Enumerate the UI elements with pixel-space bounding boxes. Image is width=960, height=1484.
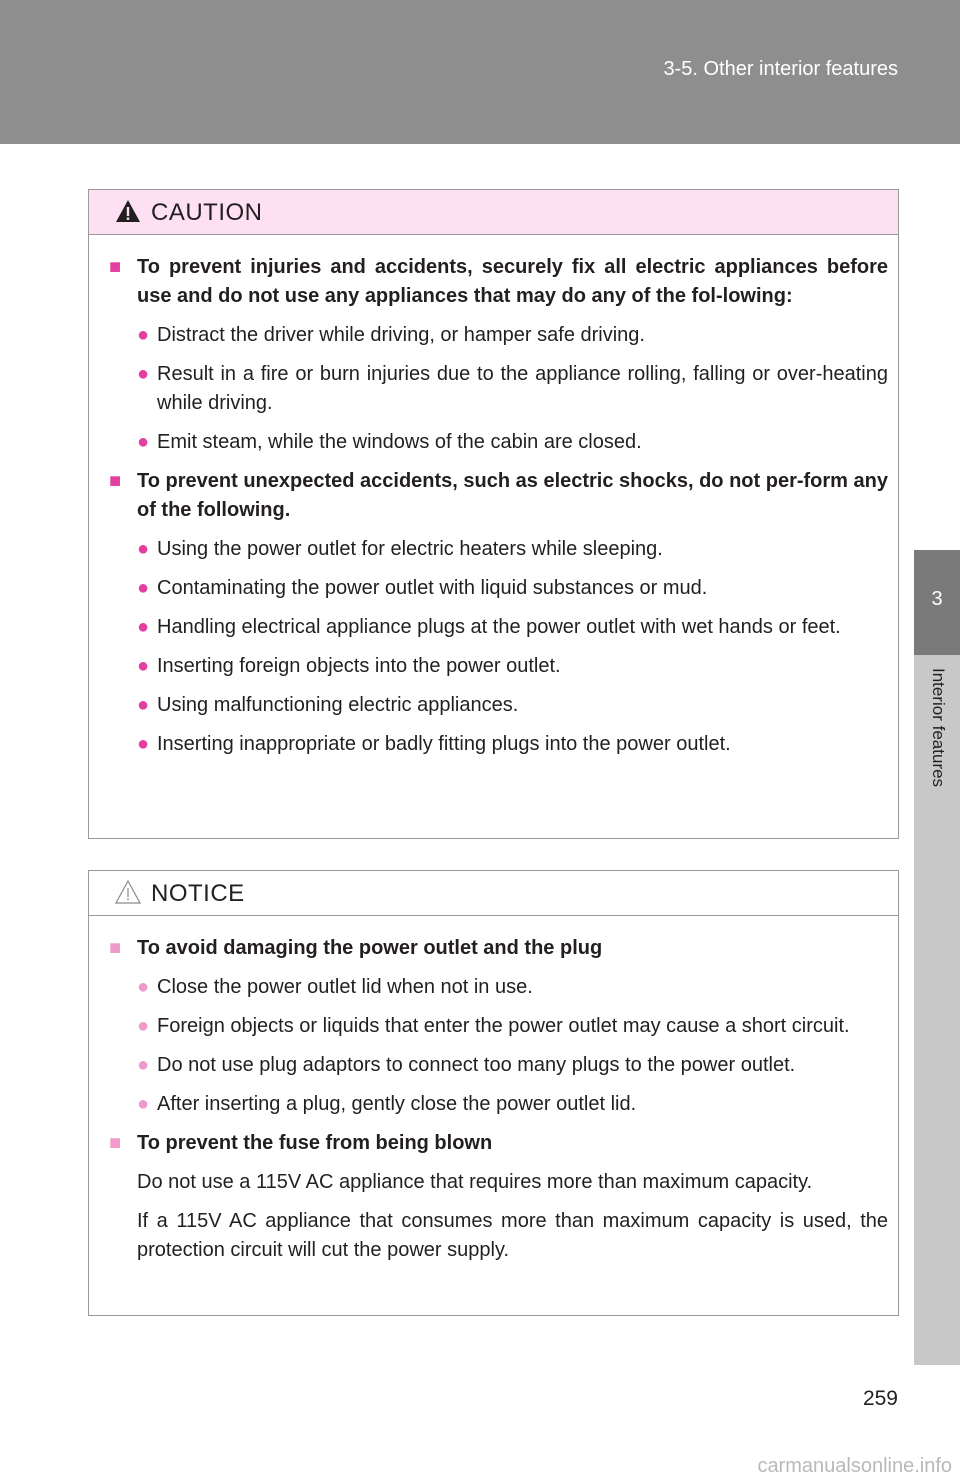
square-bullet-icon: ■ <box>109 937 122 959</box>
square-bullet-icon: ■ <box>109 256 122 278</box>
caution-bullet-text: Using the power outlet for electric heaters while sleeping. <box>157 538 663 560</box>
watermark: carmanualsonline.info <box>757 1455 952 1477</box>
notice-bullet-text: After inserting a plug, gently close the power outlet lid. <box>157 1093 637 1115</box>
chapter-tab <box>914 550 960 655</box>
notice-bullet-text: Close the power outlet lid when not in use. <box>157 976 533 998</box>
caution-heading <box>109 253 888 311</box>
notice-bullet-item <box>109 973 888 1002</box>
caution-bullet-text: Inserting foreign objects into the power outlet. <box>157 655 561 677</box>
notice-box <box>88 870 899 1316</box>
round-bullet-icon: ● <box>137 431 150 453</box>
caution-bullet-item <box>109 730 888 759</box>
round-bullet-icon: ● <box>137 976 150 998</box>
section-title: 3-5. Other interior features <box>663 58 898 80</box>
caution-bullet-item <box>109 613 888 642</box>
caution-header <box>89 190 898 235</box>
round-bullet-icon: ● <box>137 655 150 677</box>
notice-body <box>89 916 898 1265</box>
round-bullet-icon: ● <box>137 538 150 560</box>
caution-box <box>88 189 899 839</box>
round-bullet-icon: ● <box>137 1054 150 1076</box>
caution-bullet-text: Contaminating the power outlet with liquid substances or mud. <box>157 577 708 599</box>
notice-bullet-item <box>109 1090 888 1119</box>
notice-bullet-text: Foreign objects or liquids that enter the power outlet may cause a short circuit. <box>157 1015 850 1037</box>
round-bullet-icon: ● <box>137 694 150 716</box>
round-bullet-icon: ● <box>137 577 150 599</box>
notice-bullet-text: Do not use plug adaptors to connect too many plugs to the power outlet. <box>157 1054 796 1076</box>
caution-bullet-text: Using malfunctioning electric appliances. <box>157 694 519 716</box>
chapter-label: Interior features <box>929 668 948 788</box>
caution-heading-text: To prevent injuries and accidents, securely fix all electric appliances before use and do not use any appliances that may do any of the fol-lowing: <box>137 256 888 307</box>
round-bullet-icon: ● <box>137 616 150 638</box>
caution-bullet-item <box>109 535 888 564</box>
page-number: 259 <box>862 1387 898 1410</box>
chapter-number: 3 <box>931 588 943 610</box>
caution-bullet-item <box>109 360 888 418</box>
notice-heading-text: To prevent the fuse from being blown <box>137 1132 493 1154</box>
square-bullet-icon: ■ <box>109 1132 122 1154</box>
round-bullet-icon: ● <box>137 1015 150 1037</box>
square-bullet-icon: ■ <box>109 470 122 492</box>
notice-heading-text: To avoid damaging the power outlet and the plug <box>137 937 603 959</box>
notice-paragraph <box>109 1168 888 1197</box>
notice-paragraph <box>109 1207 888 1265</box>
caution-title: CAUTION <box>151 199 263 226</box>
caution-body <box>89 235 898 759</box>
notice-paragraph-text: Do not use a 115V AC appliance that requires more than maximum capacity. <box>137 1171 813 1193</box>
notice-bullet-item <box>109 1051 888 1080</box>
caution-bullet-item <box>109 574 888 603</box>
notice-title: NOTICE <box>151 880 245 907</box>
caution-bullet-item <box>109 321 888 350</box>
caution-bullet-text: Result in a fire or burn injuries due to the appliance rolling, falling or over-heating while driving. <box>157 363 888 414</box>
caution-bullet-item <box>109 691 888 720</box>
caution-bullet-item <box>109 652 888 681</box>
caution-bullet-text: Inserting inappropriate or badly fitting plugs into the power outlet. <box>157 733 731 755</box>
page-header <box>0 0 960 144</box>
notice-bullet-item <box>109 1012 888 1041</box>
caution-heading <box>109 467 888 525</box>
caution-heading-text: To prevent unexpected accidents, such as electric shocks, do not per-form any of the following. <box>137 470 888 521</box>
notice-paragraph-text: If a 115V AC appliance that consumes more than maximum capacity is used, the protection circuit will cut the power supply. <box>137 1210 888 1261</box>
caution-bullet-text: Emit steam, while the windows of the cabin are closed. <box>157 431 642 453</box>
round-bullet-icon: ● <box>137 324 150 346</box>
notice-header <box>89 871 898 916</box>
round-bullet-icon: ● <box>137 363 150 385</box>
notice-heading <box>109 934 888 963</box>
caution-bullet-text: Handling electrical appliance plugs at the power outlet with wet hands or feet. <box>157 616 841 638</box>
caution-bullet-text: Distract the driver while driving, or hamper safe driving. <box>157 324 645 346</box>
notice-heading <box>109 1129 888 1158</box>
round-bullet-icon: ● <box>137 1093 150 1115</box>
notice-warning-icon <box>115 879 141 905</box>
round-bullet-icon: ● <box>137 733 150 755</box>
caution-bullet-item <box>109 428 888 457</box>
warning-icon <box>115 198 141 224</box>
